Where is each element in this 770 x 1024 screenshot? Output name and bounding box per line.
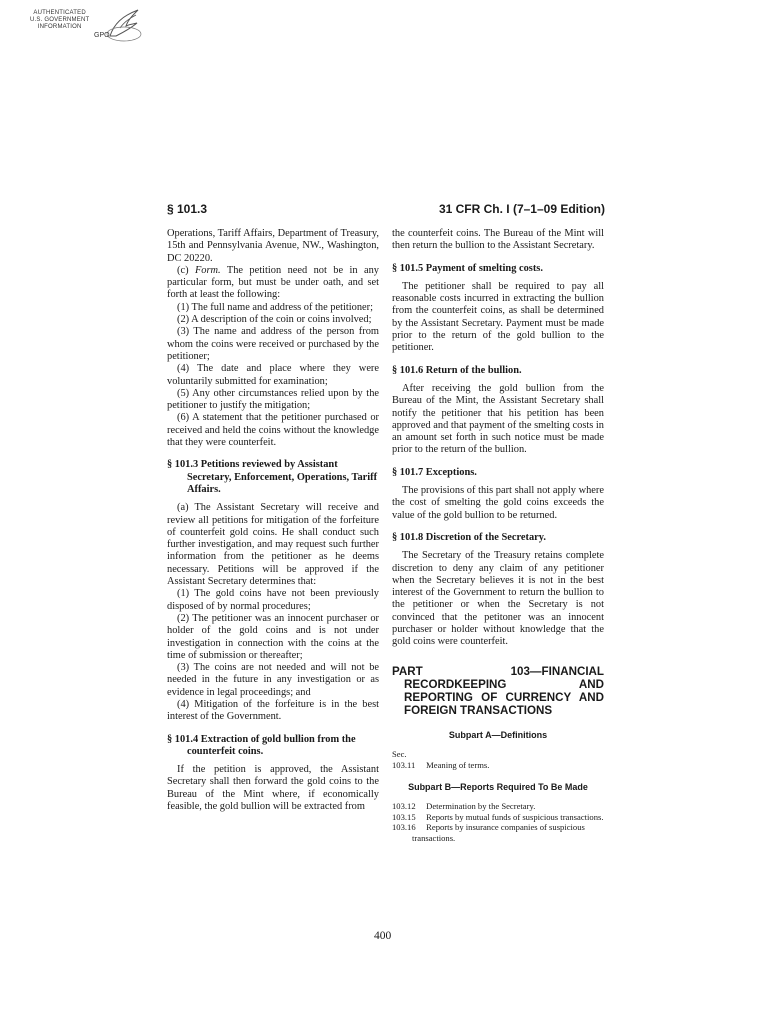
- paragraph: Operations, Tariff Affairs, Department of Treasury, 15th and Pennsylvania Avenue, NW., Washington, DC 20220.: [167, 228, 379, 264]
- right-column-body: [392, 228, 604, 649]
- subpart-a-toc: [392, 749, 604, 771]
- toc-number: 103.16: [392, 822, 416, 833]
- paragraph: (6) A statement that the petitioner purchased or received and held the coins without the knowledge that they were counterfeit.: [167, 412, 379, 449]
- seal-org: GPO: [94, 32, 110, 39]
- subpart-a-heading: Subpart A—Definitions: [448, 729, 548, 740]
- toc-title: Reports by insurance companies of suspicious transactions.: [412, 822, 585, 843]
- paragraph: (2) A description of the coin or coins involved;: [177, 314, 372, 326]
- left-column: [167, 228, 379, 813]
- toc-entry: [392, 822, 604, 843]
- right-column: [392, 228, 604, 843]
- part-heading: PART 103—FINANCIAL RECORDKEEPING AND REPORTING OF CURRENCY AND FOREIGN TRANSACTIONS: [392, 664, 604, 717]
- section-heading: § 101.5 Payment of smelting costs.: [392, 262, 543, 274]
- paragraph: (2) The petitioner was an innocent purchaser or holder of the gold coins and is not under investigation in connection with the coins at the time of submission or thereafter;: [167, 612, 379, 661]
- toc-list-b: [392, 801, 604, 843]
- section-heading: § 101.4 Extraction of gold bullion from the counterfeit coins.: [167, 733, 356, 757]
- paragraph-emphasis: Form.: [194, 264, 221, 276]
- toc-title: Reports by mutual funds of suspicious transactions.: [424, 811, 604, 822]
- paragraph: (3) The coins are not needed and will not be needed in the future in any investigation or as evidence in legal proceedings; and: [167, 662, 379, 698]
- running-head-edition: 31 CFR Ch. I (7–1–09 Edition): [438, 202, 605, 216]
- paragraph: (1) The full name and address of the petitioner;: [177, 301, 374, 313]
- section-heading: § 101.6 Return of the bullion.: [392, 364, 522, 376]
- paragraph: the counterfeit coins. The Bureau of the Mint will then return the bullion to the Assistant Secretary.: [392, 228, 604, 252]
- paragraph: (4) The date and place where they were voluntarily submitted for examination;: [167, 363, 379, 387]
- paragraph: (1) The gold coins have not been previously disposed of by normal procedures;: [167, 588, 379, 612]
- paragraph: (c) Form. The petition need not be in any particular form, but must be under oath, and set forth at least the following:: [167, 264, 379, 301]
- toc-number: 103.12: [392, 801, 416, 812]
- subpart-b-heading: Subpart B—Reports Required To Be Made: [408, 781, 588, 792]
- toc-title: Meaning of terms.: [424, 760, 490, 771]
- seal-text: AUTHENTICATED U.S. GOVERNMENT INFORMATION: [30, 10, 90, 30]
- toc-number: 103.15: [392, 811, 416, 822]
- paragraph: (a) The Assistant Secretary will receive and review all petitions for mitigation of the forfeiture of counterfeit gold coins. He shall conduct such further investigation, and may request such further information from the petitioner as he deems necessary. Petitions will be approved if the Assistant Secretary determines that:: [167, 502, 379, 588]
- toc-entry: [392, 760, 604, 771]
- toc-list-a: [392, 760, 604, 771]
- page-number: 400: [374, 930, 392, 942]
- toc-entry: [392, 812, 604, 823]
- gpo-authentication-seal: [30, 6, 142, 46]
- paragraph: (5) Any other circumstances relied upon by the petitioner to justify the mitigation;: [167, 387, 379, 412]
- paragraph: The provisions of this part shall not apply where the cost of smelting the gold coins exceeds the value of the gold bullion to be returned.: [392, 485, 604, 521]
- paragraph: The Secretary of the Treasury retains complete discretion to deny any claim of any petitioner when the Secretary believes it is not in the best interest of the Government to return the bullion to the petitioner or when the Secretary is not convinced that the petitoner was an innocent purchaser or holder without knowledge that the gold coins were counterfeit.: [392, 550, 604, 648]
- sec-label: Sec.: [392, 748, 407, 759]
- paragraph: (3) The name and address of the person from whom the coins were received or purchased by the petitioner;: [167, 326, 379, 362]
- toc-entry: [392, 801, 604, 812]
- toc-number: 103.11: [392, 760, 416, 771]
- section-heading: § 101.8 Discretion of the Secretary.: [392, 531, 546, 543]
- toc-title: Determination by the Secretary.: [424, 801, 536, 812]
- eagle-icon: [104, 6, 144, 42]
- section-heading: § 101.3 Petitions reviewed by Assistant Secretary, Enforcement, Operations, Tariff Affairs.: [167, 459, 378, 495]
- running-head-section: § 101.3: [167, 202, 208, 216]
- paragraph: After receiving the gold bullion from the Bureau of the Mint, the Assistant Secretary shall notify the petitioner that his petition has been approved and that payment of the smelting costs in an amount set forth in such notice must be made prior to the return of the bullion.: [392, 382, 604, 456]
- paragraph: If the petition is approved, the Assistant Secretary shall then forward the gold coins to the Bureau of the Mint where, if economically feasible, the gold bullion will be extracted from: [167, 764, 379, 813]
- subpart-b-toc: [392, 801, 604, 843]
- paragraph: (4) Mitigation of the forfeiture is in the best interest of the Government.: [167, 698, 379, 723]
- paragraph: The petitioner shall be required to pay all reasonable costs incurred in extracting the bullion from the counterfeit coins, as shall be determined by the Assistant Secretary. Payment must be made prior to the return of the gold bullion to the petitioner.: [392, 280, 604, 354]
- section-heading: § 101.7 Exceptions.: [392, 466, 477, 478]
